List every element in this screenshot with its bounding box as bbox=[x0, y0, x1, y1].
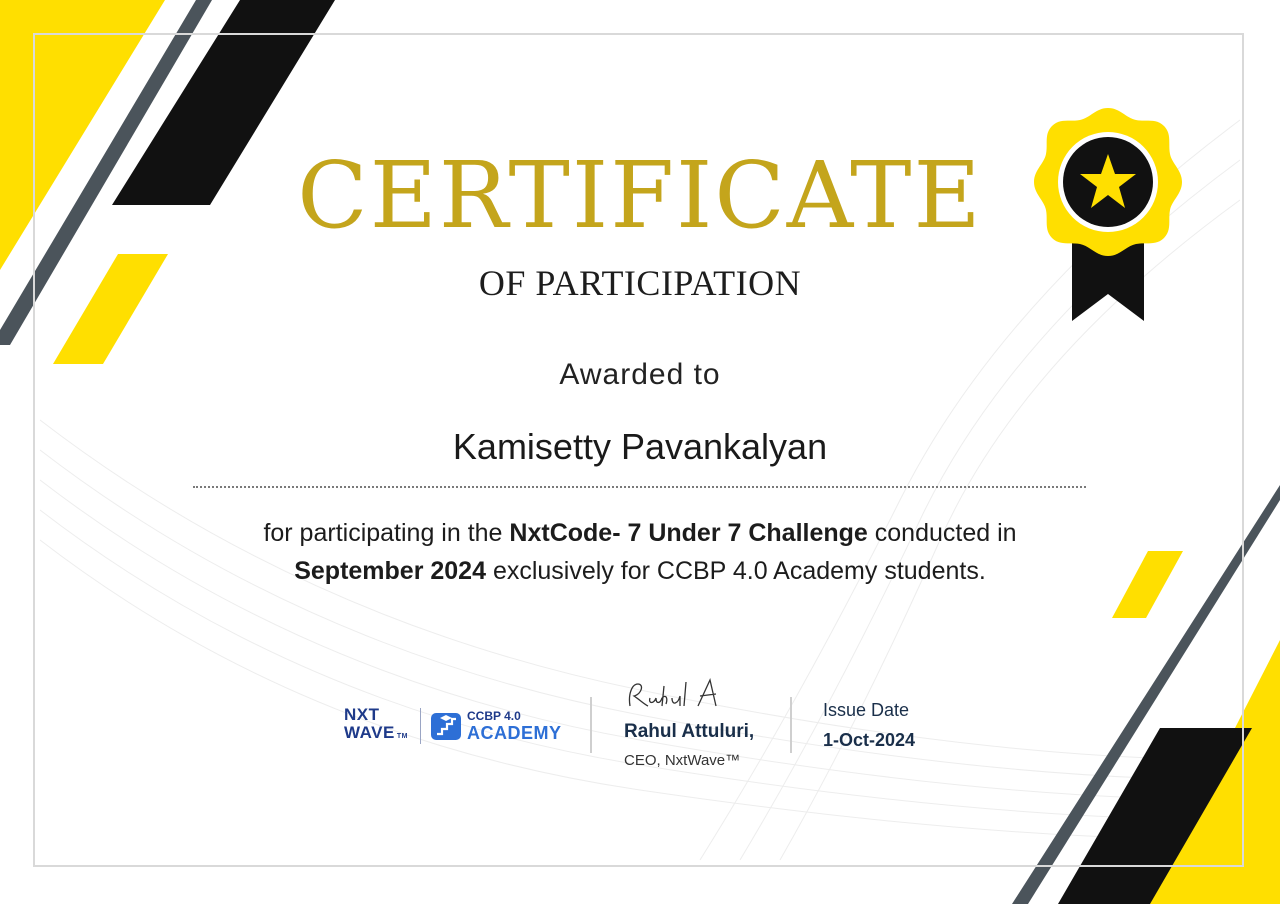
logo-nxt: NXT bbox=[344, 705, 380, 724]
logo-divider bbox=[420, 708, 421, 744]
ribbon-seal-icon bbox=[1030, 104, 1186, 324]
logo-tm: TM bbox=[396, 733, 408, 740]
certificate-description bbox=[240, 514, 1040, 590]
signer-title: CEO, NxtWave™ bbox=[624, 752, 741, 769]
logo-wave: WAVE bbox=[344, 723, 395, 742]
footer-divider-2 bbox=[790, 697, 792, 753]
recipient-name: Kamisetty Pavankalyan bbox=[452, 426, 828, 467]
desc-part2: conducted in bbox=[867, 519, 1017, 547]
academy-stairs-icon bbox=[430, 709, 462, 741]
certificate-title: CERTIFICATE bbox=[297, 142, 983, 249]
logo-ccbp: CCBP 4.0 bbox=[467, 709, 521, 723]
desc-part1: for participating in the bbox=[263, 519, 510, 547]
footer-divider-1 bbox=[590, 697, 592, 753]
seal-badge bbox=[1034, 108, 1182, 256]
challenge-name: NxtCode- 7 Under 7 Challenge bbox=[509, 519, 868, 547]
awarded-label: Awarded to bbox=[559, 358, 721, 391]
nxtwave-wordmark bbox=[344, 706, 408, 746]
logo-academy: ACADEMY bbox=[467, 723, 562, 743]
name-underline bbox=[193, 486, 1086, 488]
issue-date-value: 1-Oct-2024 bbox=[823, 730, 916, 750]
challenge-month: September 2024 bbox=[294, 557, 486, 585]
issue-date-label: Issue Date bbox=[823, 700, 910, 720]
certificate-subtitle: OF PARTICIPATION bbox=[478, 263, 802, 303]
signer-name: Rahul Attuluri, bbox=[624, 721, 755, 742]
desc-part3: exclusively for CCBP 4.0 Academy students. bbox=[486, 557, 986, 585]
signature-image bbox=[624, 676, 734, 716]
